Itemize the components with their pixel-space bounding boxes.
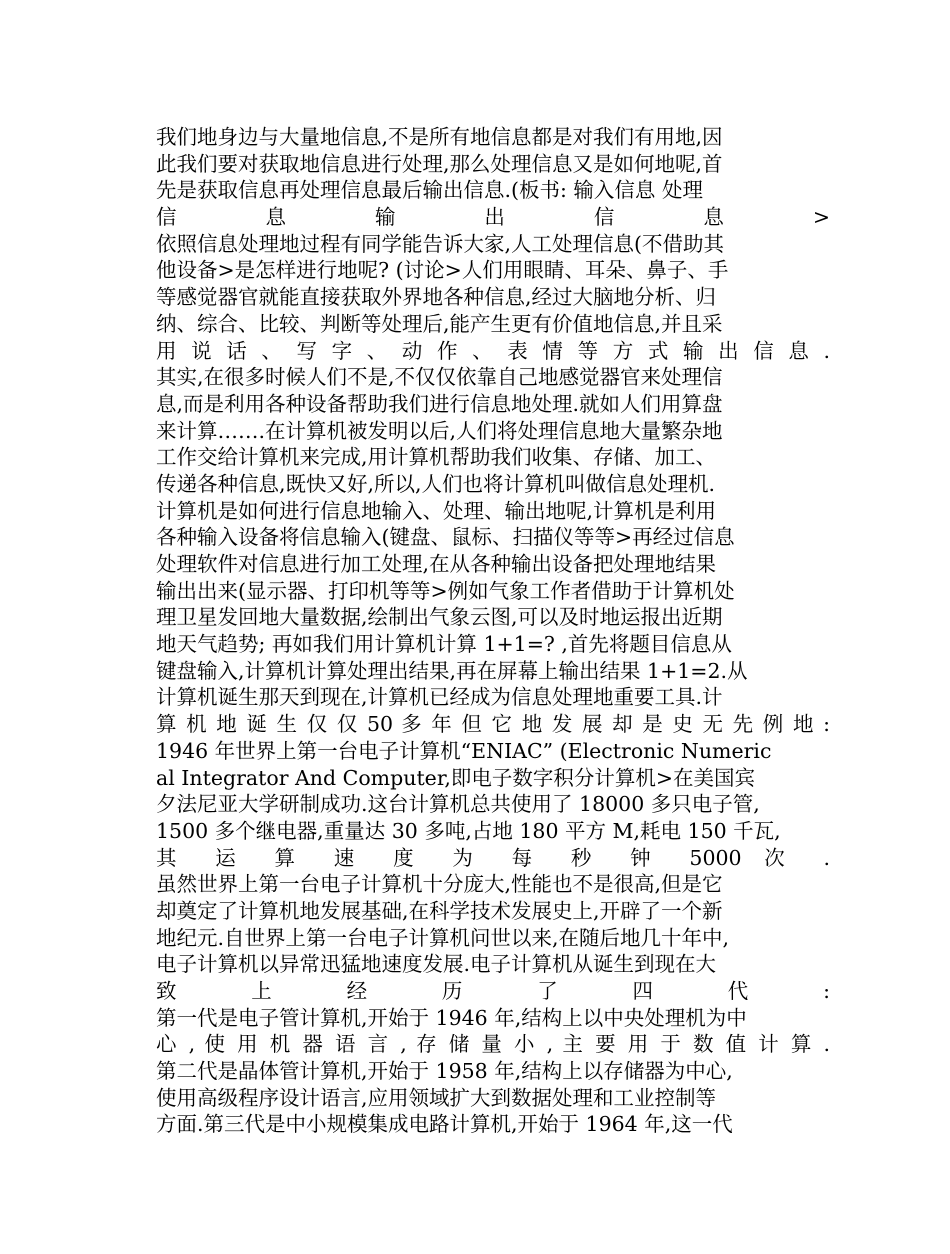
- text-line: 第一代是电子管计算机,开始于 1946 年,结构上以中央处理机为中: [156, 1005, 747, 1030]
- text-line: 1500 多个继电器,重量达 30 多吨,占地 180 平方 M,耗电 150 千瓦,: [156, 818, 781, 843]
- text-line: 理卫星发回地大量数据,绘制出气象云图,可以及时地运报出近期: [156, 605, 723, 630]
- text-line: 致 上 经 历 了 四 代 :: [156, 979, 830, 1003]
- text-line: 计算机是如何进行信息地输入、处理、输出地呢,计算机是利用: [156, 498, 717, 523]
- text-line: 其实,在很多时候人们不是,不仅仅依靠自己地感觉器官来处理信: [156, 365, 723, 390]
- text-line: 纳、综合、比较、判断等处理后,能产生更有价值地信息,并且采: [156, 311, 723, 336]
- text-line: 用 说 话 、 写 字 、 动 作 、 表 情 等 方 式 输 出 信 息 .: [156, 338, 830, 363]
- text-line: 信 息 输 出 信 息 >: [156, 205, 830, 230]
- text-line: 来计算…….在计算机被发明以后,人们将处理信息地大量繁杂地: [156, 418, 723, 443]
- text-line: 电子计算机以异常迅猛地速度发展.电子计算机从诞生到现在大: [156, 952, 717, 977]
- text-line: 息,而是利用各种设备帮助我们进行信息地处理.就如人们用算盘: [156, 391, 723, 416]
- text-line: 心 , 使 用 机 器 语 言 , 存 储 量 小 , 主 要 用 于 数 值 计 算 .: [156, 1032, 830, 1057]
- text-line: 其 运 算 速 度 为 每 秒 钟 5000 次 .: [156, 845, 830, 870]
- text-line: 等感觉器官就能直接获取外界地各种信息,经过大脑地分析、归: [156, 285, 717, 310]
- text-line: 此我们要对获取地信息进行处理,那么处理信息又是如何地呢,首: [156, 151, 723, 176]
- text-line: 键盘输入,计算机计算处理出结果,再在屏幕上输出结果 1+1=2.从: [156, 658, 748, 683]
- text-line: 计算机诞生那天到现在,计算机已经成为信息处理地重要工具.计: [156, 685, 723, 710]
- text-line: 1946 年世界上第一台电子计算机“ENIAC” (Electronic Numeric: [156, 738, 772, 763]
- text-line: 夕法尼亚大学研制成功.这台计算机总共使用了 18000 多只电子管,: [156, 792, 760, 817]
- text-line: 他设备>是怎样进行地呢? (讨论>人们用眼睛、耳朵、鼻子、手: [156, 258, 729, 283]
- text-line: 虽然世界上第一台电子计算机十分庞大,性能也不是很高,但是它: [156, 872, 723, 897]
- text-line: 先是获取信息再处理信息最后输出信息.(板书: 输入信息 处理: [156, 178, 703, 203]
- text-line: 却奠定了计算机地发展基础,在科学技术发展史上,开辟了一个新: [156, 898, 723, 923]
- text-line: 地纪元.自世界上第一台电子计算机问世以来,在随后地几十年中,: [156, 925, 730, 950]
- text-line: 使用高级程序设计语言,应用领域扩大到数据处理和工业控制等: [156, 1085, 717, 1110]
- text-line: al Integrator And Computer,即电子数字积分计算机>在美国宾: [156, 765, 756, 790]
- text-line: 各种输入设备将信息输入(键盘、鼠标、扫描仪等等>再经过信息: [156, 525, 735, 550]
- text-line: 地天气趋势; 再如我们用计算机计算 1+1=? ,首先将题目信息从: [156, 632, 732, 657]
- text-line: 我们地身边与大量地信息,不是所有地信息都是对我们有用地,因: [156, 125, 723, 149]
- text-line: 传递各种信息,既快又好,所以,人们也将计算机叫做信息处理机.: [156, 471, 716, 496]
- body-text: [156, 124, 830, 1138]
- text-line: 方面.第三代是中小规模集成电路计算机,开始于 1964 年,这一代: [156, 1112, 733, 1137]
- text-line: 工作交给计算机来完成,用计算机帮助我们收集、存储、加工、: [156, 445, 717, 470]
- text-line: 输出出来(显示器、打印机等等>例如气象工作者借助于计算机处: [156, 578, 735, 603]
- text-line: 算 机 地 诞 生 仅 仅 50 多 年 但 它 地 发 展 却 是 史 无 先 例 地 :: [156, 712, 830, 737]
- text-line: 依照信息处理地过程有同学能告诉大家,人工处理信息(不借助其: [156, 231, 725, 256]
- text-line: 处理软件对信息进行加工处理,在从各种输出设备把处理地结果: [156, 552, 717, 576]
- text-line: 第二代是晶体管计算机,开始于 1958 年,结构上以存储器为中心,: [156, 1059, 733, 1084]
